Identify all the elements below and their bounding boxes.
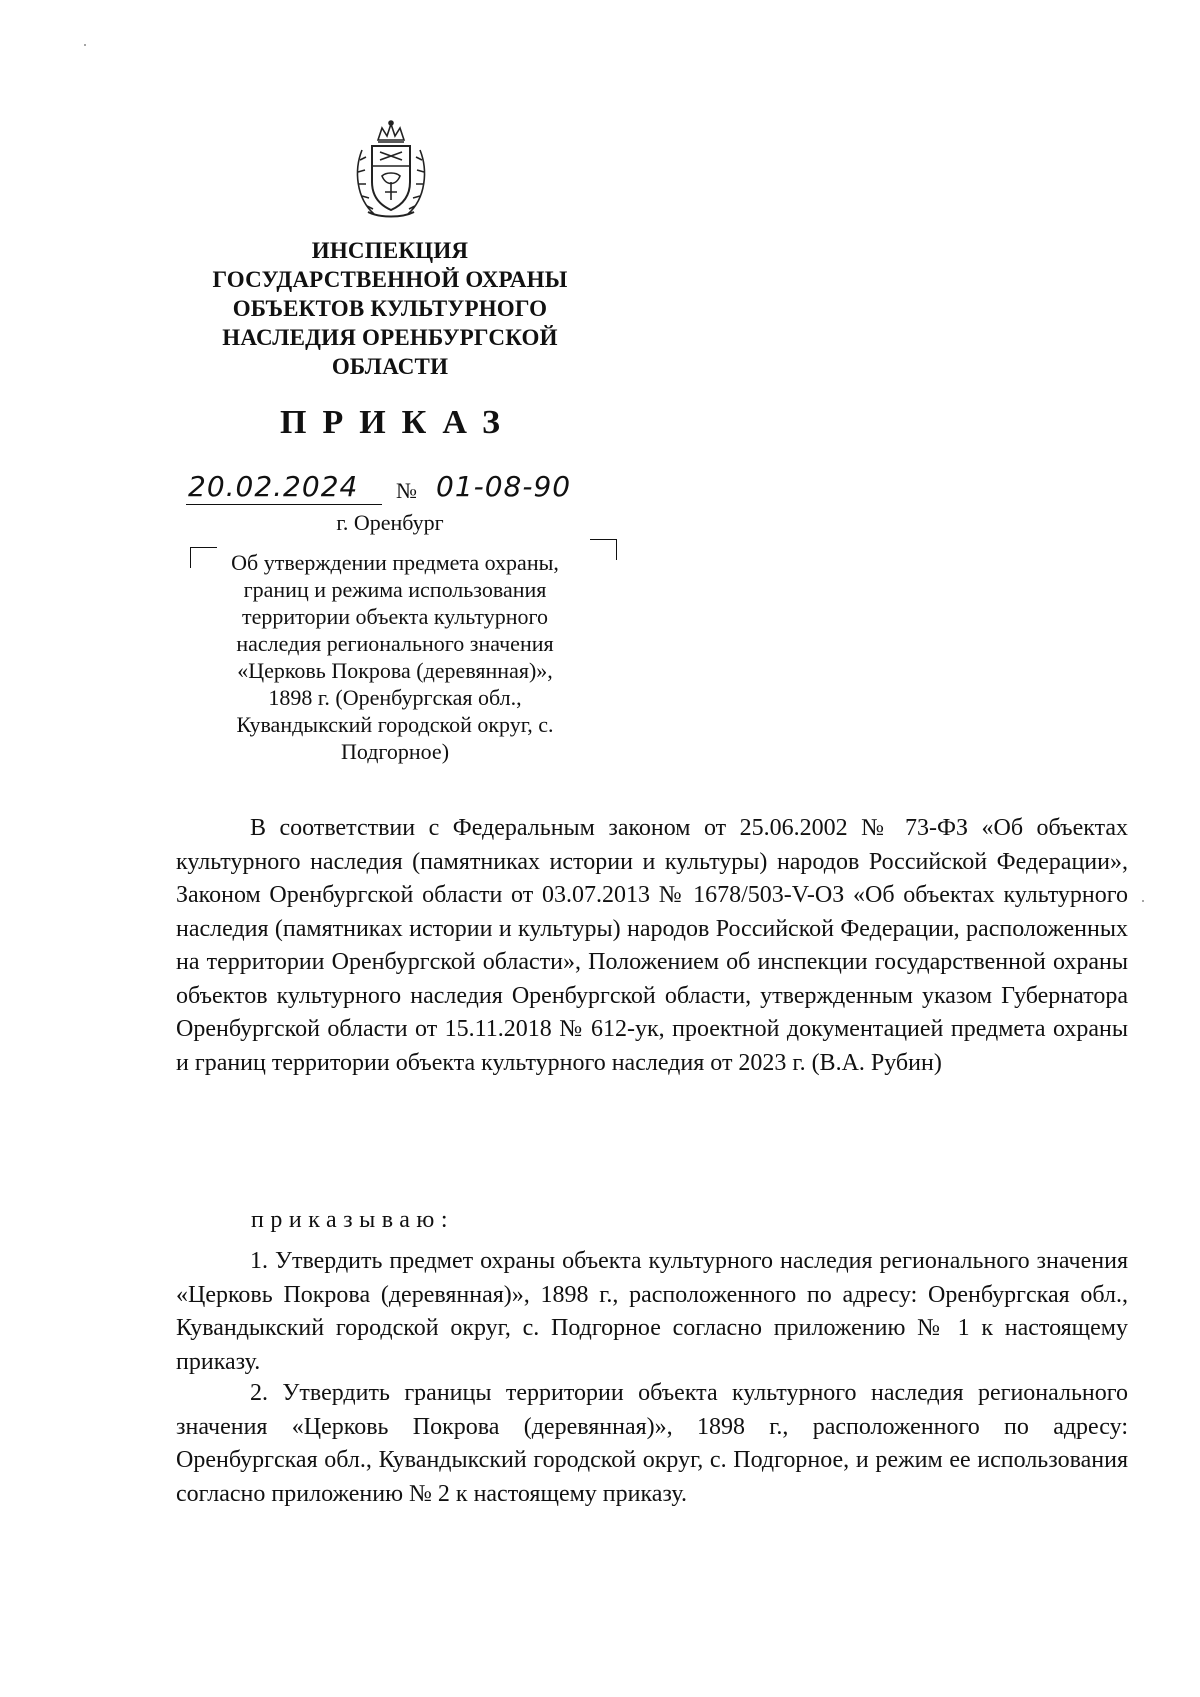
issuer-line: ИНСПЕКЦИЯ xyxy=(311,238,469,263)
order-item-2: 2. Утвердить границы территории объекта культурного наследия регионального значения «Церковь Покрова (деревянная)», 1898 г., расположенного по адресу: Оренбургская обл., Кувандыкский городской округ, с. Подгорное, и режим ее использования согласно приложению № 2 к настоящему приказу. xyxy=(176,1380,1128,1507)
subject-line: территории объекта культурного xyxy=(241,604,548,629)
subject-line: Об утверждении предмета охраны, xyxy=(231,550,559,575)
document-type: ПРИКАЗ xyxy=(280,404,516,441)
order-item-1: 1. Утвердить предмет охраны объекта культурного наследия регионального значения «Церковь Покрова (деревянная)», 1898 г., расположенного по адресу: Оренбургская обл., Кувандыкский городской округ, с. Подгорное согласно приложению № 1 к настоящему приказу. xyxy=(176,1248,1128,1375)
number-sign: № xyxy=(396,478,417,503)
subject-line: «Церковь Покрова (деревянная)», xyxy=(237,658,553,683)
subject-line: границ и режима использования xyxy=(243,577,547,602)
issuer-line: НАСЛЕДИЯ ОРЕНБУРГСКОЙ xyxy=(222,325,558,350)
date-underline xyxy=(186,504,382,505)
issue-city: г. Оренбург xyxy=(336,510,444,535)
issuer-line: ГОСУДАРСТВЕННОЙ ОХРАНЫ xyxy=(212,267,568,292)
order-date: 20.02.2024 xyxy=(188,470,359,503)
subject-line: Подгорное) xyxy=(340,739,450,764)
subject-bracket-right xyxy=(590,539,617,560)
scan-speck xyxy=(1142,900,1144,902)
order-subject xyxy=(205,549,585,765)
issuer-line: ОБЛАСТИ xyxy=(331,354,449,379)
preamble-paragraph: В соответствии с Федеральным законом от 25.06.2002 № 73-ФЗ «Об объектах культурного наследия (памятниках истории и культуры) народов Российской Федерации», Законом Оренбургской области от 03.07.2013 № 1678/503-V-ОЗ «Об объектах культурного наследия (памятниках истории и культуры) народов Российской Федерации, расположенных на территории Оренбургской области», Положением об инспекции государственной охраны объектов культурного наследия Оренбургской области, утвержденным указом Губернатора Оренбургской области от 15.11.2018 № 612-ук, проектной документацией предмета охраны и границ территории объекта культурного наследия от 2023 г. (В.А. Рубин) xyxy=(176,815,1128,1076)
registration-line xyxy=(186,470,626,510)
order-number: 01-08-90 xyxy=(436,470,572,503)
coat-of-arms-icon xyxy=(352,120,430,222)
subject-line: наследия регионального значения xyxy=(236,631,554,656)
order-verb: приказываю: xyxy=(251,1207,455,1233)
scan-speck xyxy=(84,44,86,46)
issuer-name xyxy=(150,236,630,381)
subject-line: Кувандыкский городской округ, с. xyxy=(236,712,554,737)
subject-line: 1898 г. (Оренбургская обл., xyxy=(268,685,522,710)
issuer-line: ОБЪЕКТОВ КУЛЬТУРНОГО xyxy=(232,296,548,321)
